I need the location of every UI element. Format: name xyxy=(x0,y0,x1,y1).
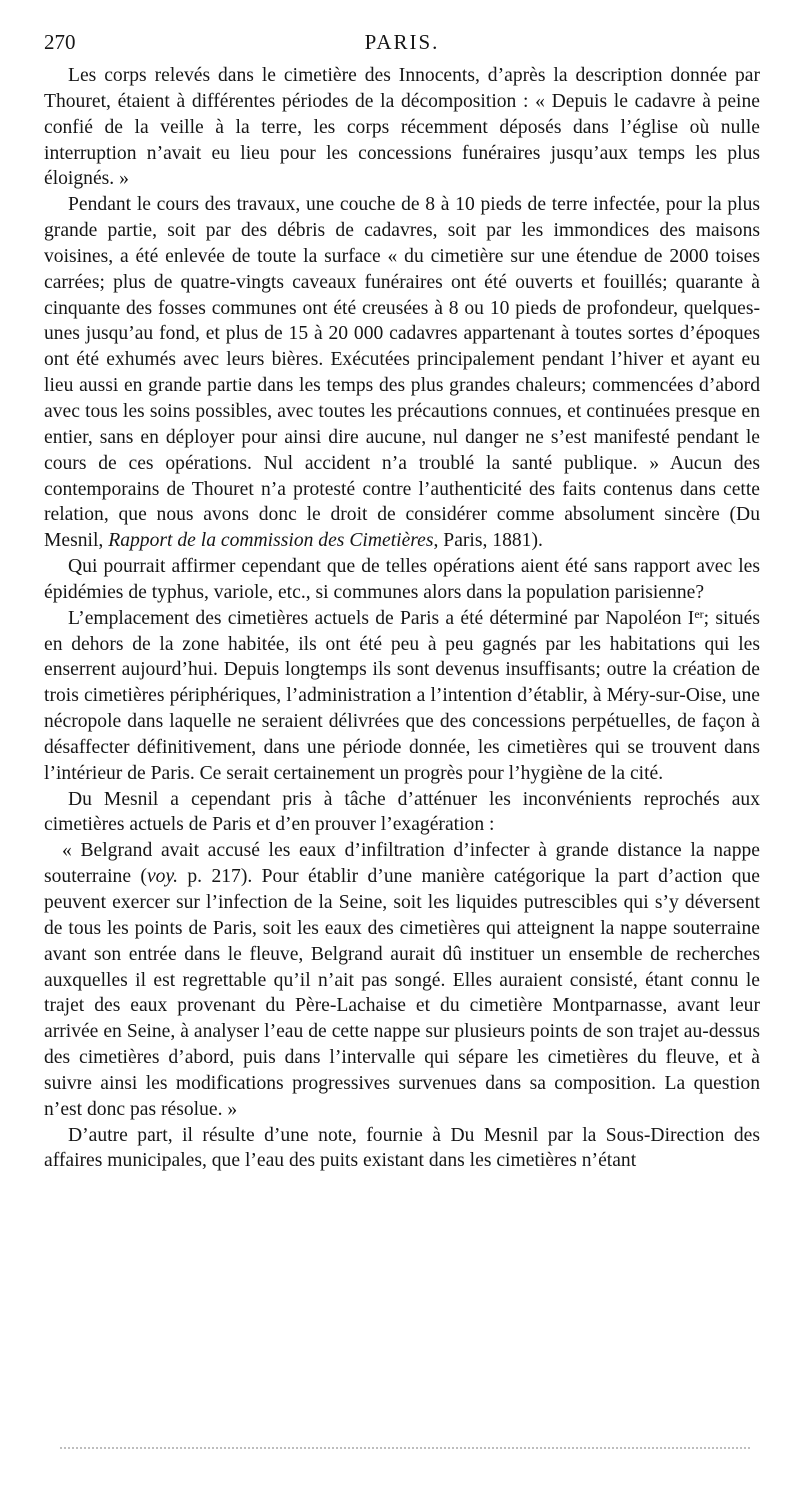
page-header xyxy=(44,30,760,64)
paragraph xyxy=(44,554,760,606)
text-run: Pendant le cours des travaux, une couche de 8 à 10 pieds de terre infectée, pour la plus grande partie, soit par des débris de cadavres, soit par les immondices des maisons voisines, a été enlevée de toute la surface « du cimetière sur une étendue de 2000 toises carrées; plus de quatre-vingts caveaux funéraires ont été ouverts et fouillés; quarante à cinquante des fosses communes ont été creusées à 8 ou 10 pieds de profondeur, quelques-unes jusqu’au fond, et plus de 15 à 20 000 cadavres appartenant à toutes sortes d’époques ont été exhumés avec leurs bières. Exécutées principalement pendant l’hiver et ayant eu lieu aussi en grande partie dans les temps des plus grandes chaleurs; commencées d’abord avec tous les soins possibles, avec toutes les précautions connues, et continuées presque en entier, sans en déployer pour ainsi dire aucune, nul danger ne s’est manifesté pendant le cours de ces opérations. Nul accident n’a troublé la santé publique. » Aucun des contemporains de Thouret n’a protesté contre l’authenticité des faits contenus dans cette relation, que nous avons donc le droit de considérer comme absolument sincère (Du Mesnil, xyxy=(44,194,760,552)
text-run: p. 217). Pour établir d’une manière catégorique la part d’action que peuvent exercer sur l’infection de la Seine, soit les liquides putrescibles qui s’y déversent de tous les points de Paris, soit les eaux des cimetières qui atteignent la nappe souterraine avant son entrée dans le fleuve, Belgrand aurait dû instituer un ensemble de recherches auxquelles il est regrettable qu’il n’ait pas songé. Elles auraient consisté, étant connu le trajet des eaux provenant du Père-Lachaise et du cimetière Montparnasse, avant leur arrivée en Seine, à analyser l’eau de cette nappe sur plusieurs points de son trajet au-dessus des cimetières d’abord, puis dans l’intervalle qui sépare les cimetières du fleuve, et à suivre ainsi les modifications progressives survenues dans sa composition. La question n’est donc pas résolue. » xyxy=(44,866,761,1120)
italic-run: voy. xyxy=(146,866,178,888)
text-run: , Paris, 1881). xyxy=(433,530,543,552)
text-run: Du Mesnil a cependant pris à tâche d’atténuer les inconvénients reprochés aux cimetières actuels de Paris et d’en prouver l’exagération : xyxy=(44,788,760,836)
text-run: L’emplacement des cimetières actuels de Paris a été déterminé par Napoléon I xyxy=(68,607,695,629)
page-number: 270 xyxy=(44,30,76,54)
page-bottom-speckle xyxy=(60,1447,750,1449)
text-run: Qui pourrait affirmer cependant que de telles opérations aient été sans rapport avec les épidémies de typhus, variole, etc., si communes alors dans la population parisienne? xyxy=(44,556,760,603)
paragraph xyxy=(44,1123,760,1175)
superscript-run: er xyxy=(694,606,704,621)
paragraph xyxy=(44,606,760,787)
paragraph xyxy=(44,63,760,192)
italic-run: Rapport de la commission des Cimetières xyxy=(108,530,434,552)
paragraph xyxy=(44,838,760,1122)
body-text xyxy=(44,63,760,1174)
paragraph xyxy=(44,192,760,554)
text-run: Les corps relevés dans le cimetière des Innocents, d’après la description donnée par Thouret, étaient à différentes périodes de la décomposition : « Depuis le cadavre à peine confié de la veille à la terre, les corps récemment déposés dans l’église où nulle interruption n’avait eu lieu pour les concessions funéraires jusqu’aux temps les plus éloignés. » xyxy=(44,65,760,190)
paragraph xyxy=(44,787,760,839)
running-head: PARIS. xyxy=(364,30,440,54)
text-run: D’autre part, il résulte d’une note, fournie à Du Mesnil par la Sous-Direction des affaires municipales, que l’eau des puits existant dans les cimetières n’étant xyxy=(44,1124,760,1172)
text-run: ; situés en dehors de la zone habitée, ils ont été peu à peu gagnés par les habitations qui les enserrent aujourd’hui. Depuis longtemps ils sont devenus insuffisants; outre la création de trois cimetières périphériques, l’administration a l’intention d’établir, à Méry-sur-Oise, une nécropole dans laquelle ne seraient délivrées que des concessions perpétuelles, de façon à désaffecter définitivement, dans une période donnée, les cimetières qui se trouvent dans l’intérieur de Paris. Ce serait certainement un progrès pour l’hygiène de la cité. xyxy=(44,607,760,784)
text-run: « Belgrand avait accusé les eaux d’infiltration d’infecter à grande distance la nappe souterraine ( xyxy=(44,840,760,888)
